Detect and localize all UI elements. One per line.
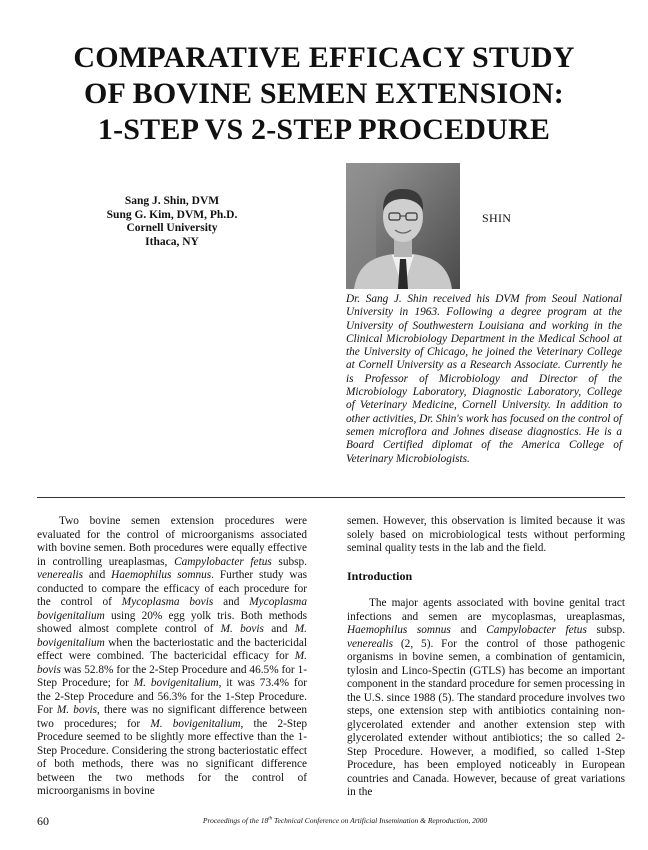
title-line: COMPARATIVE EFFICACY STUDY	[73, 41, 575, 74]
paper-title	[20, 40, 628, 148]
left-column	[37, 515, 307, 799]
author-block	[92, 195, 252, 249]
author-photo	[346, 163, 460, 289]
bio-text: Dr. Sang J. Shin received his DVM from Seoul National University in 1963. Following a degree program at the University of Southwestern Louisiana and working in the Clinical Microbiology Department in the Medical School at the University of Chicago, he joined the Veterinary College at Cornell University as a Research Associate. Currently he is Professor of Microbiology and Director of the Microbiology Laboratory, Diagnostic Laboratory, College of Veterinary Medicine, Cornell University. In addition to other activities, Dr. Shin's work has focused on the control of semen microflora and Johnes disease diagnostics. He is a Board Certified diplomat of the America College of Veterinary Microbiologists.	[346, 293, 622, 465]
page-number: 60	[37, 814, 49, 828]
title-line: OF BOVINE SEMEN EXTENSION:	[84, 77, 564, 110]
author-name: Sung G. Kim, DVM, Ph.D.	[106, 208, 238, 221]
photo-caption: SHIN	[482, 211, 512, 225]
author-location: Ithaca, NY	[145, 235, 199, 248]
author-affiliation: Cornell University	[126, 222, 218, 234]
author-name: Sang J. Shin, DVM	[124, 195, 220, 207]
continuation-paragraph: semen. However, this observation is limited because it was solely based on microbiological tests without performing seminal quality tests in the lab and the field.	[347, 515, 625, 554]
section-divider	[37, 497, 625, 498]
abstract-paragraph: Two bovine semen extension procedures were evaluated for the control of microorganisms associated with bovine semen. Both procedures were equally effective in controlling ureaplasmas, Campylobacter fetus subsp. venerealis and Haemophilus somnus. Further study was conducted to compare the efficacy of each procedure for the control of Mycoplasma bovis and Mycoplasma bovigenitalium using 20% egg yolk tris. Both methods showed almost complete control of M. bovis and M. bovigenitalium when the bacteriostatic and the bactericidal effect were combined. The bactericidal efficacy for M. bovis was 52.8% for the 2-Step Procedure and 46.5% for 1-Step Procedure; for M. bovigenitalium, it was 73.4% for the 2-Step Procedure and 56.3% for the 1-Step Procedure. For M. bovis, there was no significant difference between two procedures; for M. bovigenitalium, the 2-Step Procedure seemed to be slightly more effective than the 1-Step Procedure. Considering the strong bacteriostatic effect of both methods, there was no significant difference between the two methods for the control of microorganisms in bovine	[37, 515, 308, 797]
section-heading-introduction: Introduction	[347, 568, 413, 583]
title-line: 1-STEP VS 2-STEP PROCEDURE	[97, 113, 551, 146]
right-column	[347, 515, 625, 800]
proceedings-footer: Proceedings of the 18th Technical Conference on Artificial Insemination & Reproduction, 2000	[202, 816, 488, 825]
introduction-paragraph: The major agents associated with bovine genital tract infections and semen are mycoplasmas, ureaplasmas, Haemophilus somnus and Campylobacter fetus subsp. venerealis (2, 5). For the control of those pathogenic organisms in bovine semen, a combination of gentamicin, tylosin and Linco-Spectin (GTLS) has become an important component in the standard procedure for semen processing in the U.S. since 1988 (5). The standard procedure involves two steps, one extension step with antibiotics containing non-glycerolated extender and another extension step with glycerolated extender without antibiotics; the so called 2-Step Procedure. However, a modified, so called 1-Step Procedure, has been employed noticeably in European countries and Canada. However, because of great variations in the	[347, 597, 626, 798]
author-bio	[346, 293, 622, 466]
